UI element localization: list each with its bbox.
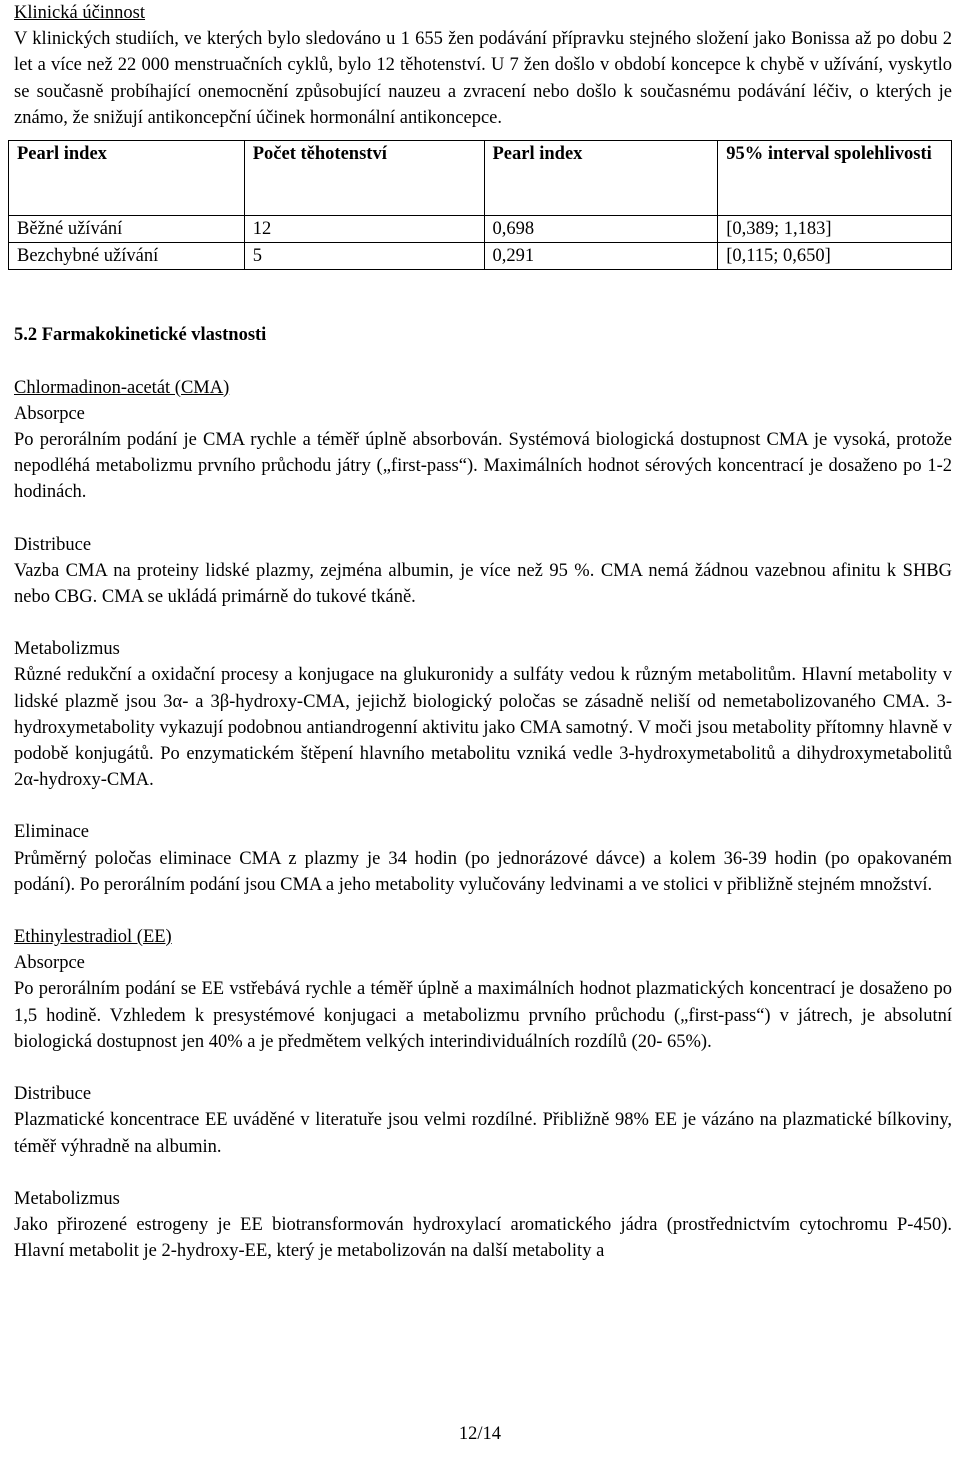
- clinical-text: V klinických studiích, ve kterých bylo sledováno u 1 655 žen podávání přípravku stejného složení jako Bonissa až po dobu 2 let a více než 22 000 menstruačních cyklů, bylo 12 těhotenství. U 7 žen došlo v období koncepce k chybě v užívání, vyskytlo se současně probíhající onemocnění způsobující nauzeu a zvracení nebo došlo k současnému podávání léčiv, o kterých je známo, že snižují antikoncepční účinek hormonální antikoncepce.: [14, 29, 952, 128]
- table-header-row: [9, 141, 952, 216]
- cma-absorption-label: Absorpce: [14, 403, 85, 424]
- table-header-cell: 95% interval spolehlivosti: [718, 141, 952, 216]
- clinical-heading: Klinická účinnost: [14, 3, 146, 23]
- table-header-cell: Pearl index: [9, 141, 245, 216]
- cma-metabolism-text: Různé redukční a oxidační procesy a konjugace na glukuronidy a sulfáty vedou k různým metabolitům. Hlavní metabolity v lidské plazmě jsou 3α- a 3β-hydroxy-CMA, jejichž biologický poločas se zásadně neliší od nemetabolizovaného CMA. 3-hydroxymetabolity vykazují podobnou antiandrogenní aktivitu jako CMA samotný. V moči jsou metabolity přítomny hlavně v podobě konjugátů. Po enzymatickém štěpení hlavního metabolitu vzniká vedle 3-hydroxymetabolitů a dihydroxymetabolitů 2α-hydroxy-CMA.: [14, 665, 952, 791]
- pearl-index-table: [8, 140, 952, 270]
- table-cell: 12: [244, 216, 484, 243]
- ee-metabolism-label: Metabolizmus: [14, 1188, 120, 1209]
- ee-absorption-label: Absorpce: [14, 953, 85, 974]
- ee-distribution-text: Plazmatické koncentrace EE uváděné v literatuře jsou velmi rozdílné. Přibližně 98% EE je vázáno na plazmatické bílkoviny, téměř výhradně na albumin.: [14, 1110, 952, 1157]
- cma-absorption-text: Po perorálním podání je CMA rychle a téměř úplně absorbován. Systémová biologická dostupnost CMA je vysoká, protože nepodléhá metabolizmu prvního průchodu játry („first-pass“). Maximálních hodnot sérových koncentrací je dosaženo po 1-2 hodinách.: [14, 430, 952, 503]
- page-number: 12/14: [458, 1424, 502, 1444]
- document-page: [14, 0, 952, 1264]
- table-cell: 0,291: [484, 243, 718, 270]
- table-cell: 0,698: [484, 216, 718, 243]
- cma-title: Chlormadinon-acetát (CMA): [14, 377, 230, 398]
- table-header-cell: Počet těhotenství: [244, 141, 484, 216]
- table-row: [9, 216, 952, 243]
- cma-elimination-text: Průměrný poločas eliminace CMA z plazmy je 34 hodin (po jednorázové dávce) a kolem 36-39 hodin (po opakovaném podání). Po perorálním podání jsou CMA a jeho metabolity vylučovány ledvinami a ve stolici v přibližně stejném množství.: [14, 848, 952, 895]
- table-header-cell: Pearl index: [484, 141, 718, 216]
- ee-absorption-text: Po perorálním podání se EE vstřebává rychle a téměř úplně a maximálních hodnot plazmatických koncentrací je dosaženo po 1,5 hodině. Vzhledem k presystémové konjugaci a metabolizmu prvního průchodu („first-pass“) v játrech, je absolutní biologická dostupnost jen 40% a je předmětem velkých interindividuálních rozdílů (20- 65%).: [14, 979, 952, 1052]
- section-heading: 5.2 Farmakokinetické vlastnosti: [14, 325, 267, 346]
- cma-distribution-text: Vazba CMA na proteiny lidské plazmy, zejména albumin, je více než 95 %. CMA nemá žádnou vazebnou afinitu k SHBG nebo CBG. CMA se ukládá primárně do tukové tkáně.: [14, 560, 952, 608]
- cma-distribution-label: Distribuce: [14, 534, 92, 555]
- table-row: [9, 243, 952, 270]
- ee-metabolism-text: Jako přirozené estrogeny je EE biotransformován hydroxylací aromatického jádra (prostřednictvím cytochromu P-450). Hlavní metabolit je 2-hydroxy-EE, který je metabolizován na další metabolity a: [14, 1214, 952, 1262]
- cma-elimination-label: Eliminace: [14, 822, 89, 843]
- table-cell: [0,389; 1,183]: [718, 216, 952, 243]
- cma-metabolism-label: Metabolizmus: [14, 639, 120, 660]
- table-cell: Běžné užívání: [9, 216, 245, 243]
- ee-title: Ethinylestradiol (EE): [14, 927, 172, 948]
- table-cell: 5: [244, 243, 484, 270]
- ee-distribution-label: Distribuce: [14, 1084, 92, 1105]
- table-cell: Bezchybné užívání: [9, 243, 245, 270]
- table-cell: [0,115; 0,650]: [718, 243, 952, 270]
